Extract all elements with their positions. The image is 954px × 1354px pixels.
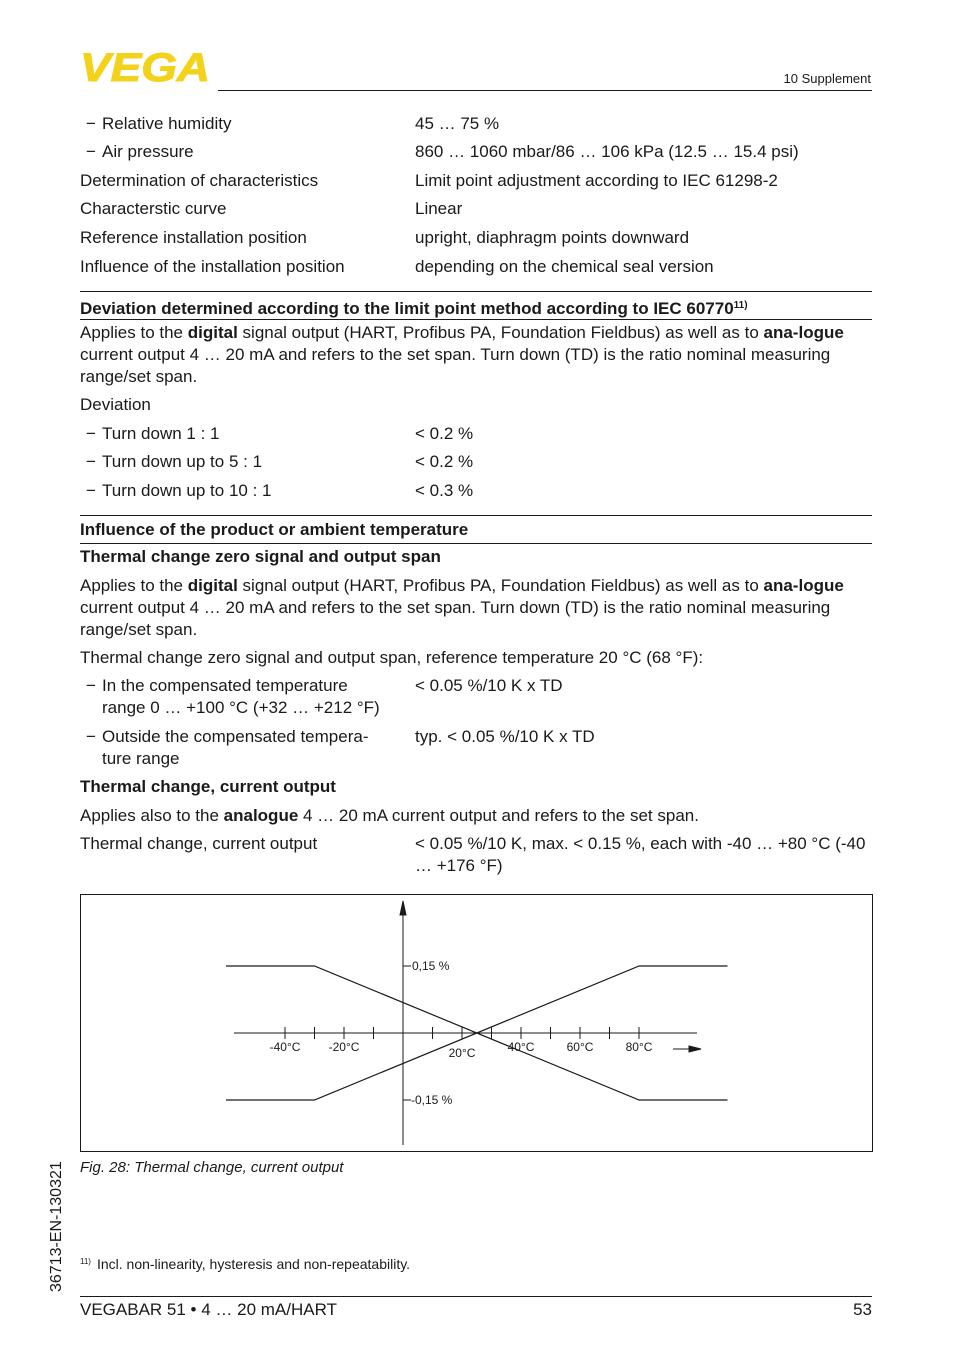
section-title: 10 Supplement bbox=[783, 71, 871, 86]
x-tick-label: -20°C bbox=[328, 1040, 360, 1054]
deviation-heading: Deviation determined according to the limit point method according to IEC 60770$^{11)}$ bbox=[80, 299, 748, 318]
section-rule bbox=[80, 319, 872, 320]
page-number: 53 bbox=[853, 1300, 872, 1319]
x-tick-label: 60°C bbox=[566, 1040, 594, 1054]
y-tick-label: -0,15 % bbox=[411, 1093, 453, 1107]
svg-text:VEGA: VEGA bbox=[80, 50, 210, 84]
thermal-current-subheading: Thermal change, current output bbox=[80, 777, 336, 796]
x-tick-label: 80°C bbox=[625, 1040, 653, 1054]
document-code: 36713-EN-130321 bbox=[48, 1161, 65, 1292]
y-tick-label: 0,15 % bbox=[412, 959, 450, 973]
footer-rule bbox=[80, 1296, 872, 1297]
influence-paragraph: Applies to the digital signal output (HART, Profibus PA, Foundation Fieldbus) as well as to ana-logue current output 4 … 20 mA and refers to the set span. Turn down (TD) is the ratio nominal measuring range/set span. bbox=[80, 576, 844, 639]
x-tick-label: -40°C bbox=[269, 1040, 301, 1054]
thermal-change-chart bbox=[81, 895, 872, 1151]
deviation-paragraph: Applies to the digital signal output (HART, Profibus PA, Foundation Fieldbus) as well as to ana-logue current output 4 … 20 mA and refers to the set span. Turn down (TD) is the ratio nominal measuring range/set span. bbox=[80, 323, 844, 386]
current-output-paragraph: Applies also to the analogue 4 … 20 mA current output and refers to the set span. bbox=[80, 806, 699, 825]
header-rule bbox=[218, 90, 872, 91]
vega-logo bbox=[80, 50, 212, 84]
figure-frame bbox=[80, 894, 873, 1152]
section-rule bbox=[80, 515, 872, 516]
section-rule bbox=[80, 291, 872, 292]
thermal-reference-text: Thermal change zero signal and output span, reference temperature 20 °C (68 °F): bbox=[80, 648, 704, 667]
footer-product: VEGABAR 51 • 4 … 20 mA/HART bbox=[80, 1300, 337, 1319]
x-tick-label: 20°C bbox=[448, 1046, 476, 1060]
x-tick-label: 40°C bbox=[507, 1040, 535, 1054]
footnote: $^{11)}$ Incl. non-linearity, hysteresis and non-repeatability. bbox=[80, 1256, 411, 1272]
thermal-zero-subheading: Thermal change zero signal and output span bbox=[80, 547, 441, 566]
deviation-label: Deviation bbox=[80, 395, 151, 414]
figure-caption: Fig. 28: Thermal change, current output bbox=[80, 1159, 344, 1176]
influence-heading: Influence of the product or ambient temperature bbox=[80, 520, 469, 539]
y-axis-arrow bbox=[400, 901, 406, 915]
section-rule bbox=[80, 543, 872, 544]
x-direction-arrowhead bbox=[689, 1046, 701, 1052]
